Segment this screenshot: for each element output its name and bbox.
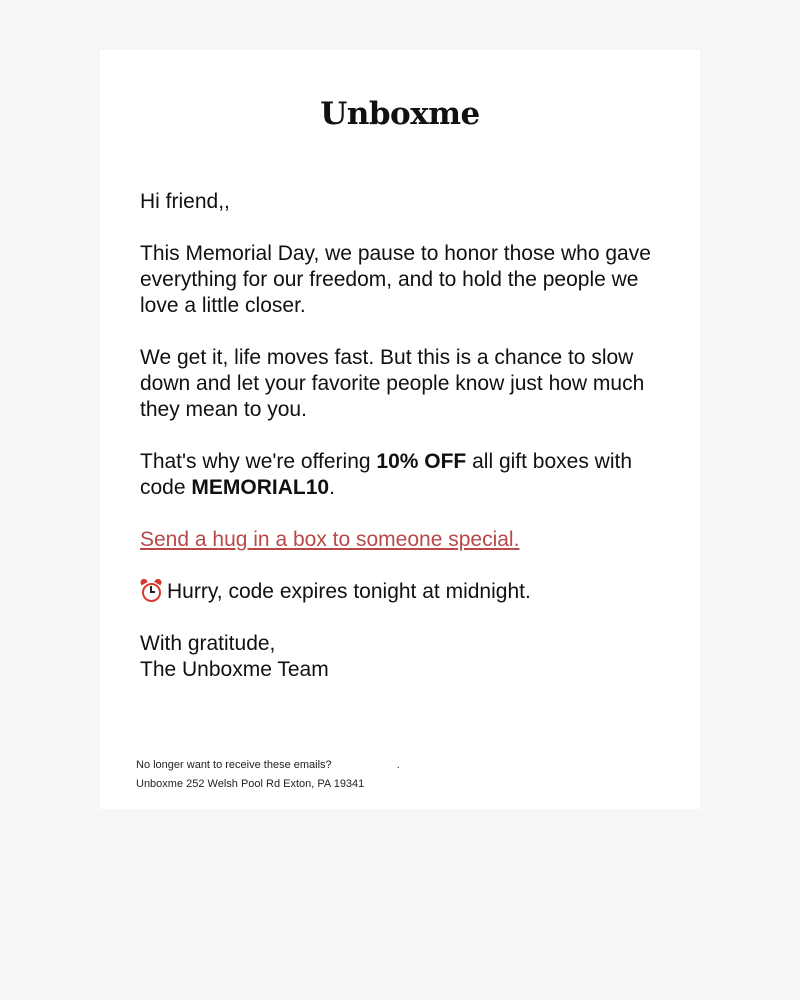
email-card [100, 50, 700, 809]
email-body [140, 189, 660, 683]
signoff [140, 631, 660, 683]
intro-paragraph: This Memorial Day, we pause to honor those who gave everything for our freedom, and to hold the people we love a little closer. [140, 242, 651, 317]
unsubscribe-suffix: . [396, 759, 400, 771]
company-address: Unboxme 252 Welsh Pool Rd Exton, PA 19341 [136, 778, 365, 790]
brand-logo[interactable]: Unboxme [320, 96, 480, 132]
email-footer [136, 756, 676, 794]
offer-middle: all gift boxes with code [140, 450, 633, 499]
cta-paragraph [140, 527, 660, 553]
urgency-text: Hurry, code expires tonight at midnight. [167, 580, 531, 603]
unsubscribe-prompt: No longer want to receive these emails? [136, 759, 332, 771]
unsubscribe-line [136, 756, 676, 775]
greeting: Hi friend,, [140, 190, 230, 213]
send-hug-link[interactable]: Send a hug in a box to someone special. [140, 528, 520, 551]
signoff-line-2: The Unboxme Team [140, 658, 329, 681]
offer-suffix: . [329, 476, 335, 499]
offer-discount: 10% OFF [376, 450, 467, 473]
urgency-paragraph [140, 579, 660, 605]
offer-paragraph [140, 449, 660, 501]
promo-code: MEMORIAL10 [191, 476, 330, 499]
offer-prefix: That's why we're offering [140, 450, 377, 473]
message-paragraph: We get it, life moves fast. But this is a chance to slow down and let your favorite people know just how much they mean to you. [140, 346, 645, 421]
alarm-clock-icon [140, 579, 162, 601]
signoff-line-1: With gratitude, [140, 632, 276, 655]
